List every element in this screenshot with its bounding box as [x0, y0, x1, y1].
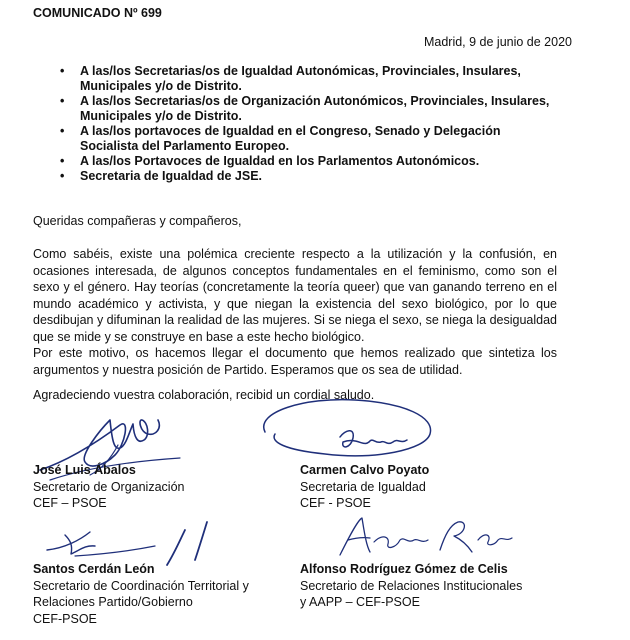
bullet-icon: •: [60, 124, 65, 138]
signatory-name: Carmen Calvo Poyato: [300, 463, 430, 477]
paragraph-1: Como sabéis, existe una polémica creciente respecto a la utilización y la confusión, en ocasiones interesada, de algunos conceptos fundamentales en el feminismo, como son el sexo y el género. Hay teorías (concretamente la teoría queer) que van ganando terreno en el mundo académico y activista, y que niegan la existencia del sexo biológico, por lo que desdibujan y difuminan la realidad de las mujeres. Si se niega el sexo, se niega la desigualdad que se mide y se construye en base a este hecho biológico.: [33, 247, 557, 344]
signatory-cerdan: [33, 561, 249, 627]
greeting: Queridas compañeras y compañeros,: [33, 214, 242, 228]
list-item: [60, 64, 560, 94]
bullet-icon: •: [60, 64, 65, 78]
recipient-list: [60, 64, 560, 184]
signatory-role-continued: Relaciones Partido/Gobierno: [33, 595, 193, 609]
signatory-org: CEF – PSOE: [33, 496, 107, 510]
bullet-icon: •: [60, 154, 65, 168]
signatory-role: Secretario de Coordinación Territorial y: [33, 578, 249, 593]
list-item: [60, 154, 560, 169]
signatory-role: Secretario de Relaciones Institucionales: [300, 578, 523, 593]
bullet-icon: •: [60, 169, 65, 183]
signatory-name: José Luis Ábalos: [33, 463, 136, 477]
signatory-rodriguez: [300, 561, 522, 611]
recipient-text: Secretaria de Igualdad de JSE.: [80, 169, 263, 183]
list-item: [60, 169, 560, 184]
recipient-text: A las/los portavoces de Igualdad en el Congreso, Senado y Delegación Socialista del Parlamento Europeo.: [80, 124, 501, 153]
paragraph-2: Por este motivo, os hacemos llegar el documento que hemos realizado que sintetiza los argumentos y nuestra posición de Partido. Esperamos que os sea de utilidad.: [33, 346, 557, 377]
signatory-role: Secretario de Organización: [33, 479, 185, 494]
signatory-org: CEF-PSOE: [33, 611, 97, 626]
communique-title: COMUNICADO Nº 699: [33, 6, 162, 20]
signatory-name: Alfonso Rodríguez Gómez de Celis: [300, 562, 508, 576]
signatory-org: CEF - PSOE: [300, 496, 371, 510]
recipient-text: A las/los Secretarias/os de Igualdad Autonómicas, Provinciales, Insulares, Municipales y/o de Distrito.: [80, 64, 521, 93]
signature-calvo: [245, 392, 445, 467]
list-item: [60, 124, 560, 154]
signatory-role: Secretaria de Igualdad: [300, 479, 426, 494]
recipient-text: A las/los Secretarias/os de Organización Autonómicos, Provinciales, Insulares, Municipales y/o de Distrito.: [80, 94, 550, 123]
document-date: Madrid, 9 de junio de 2020: [423, 35, 572, 49]
list-item: [60, 94, 560, 124]
bullet-icon: •: [60, 94, 65, 108]
recipient-text: A las/los Portavoces de Igualdad en los Parlamentos Autonómicos.: [80, 154, 480, 168]
closing-line: Agradeciendo vuestra colaboración, recibid un cordial saludo.: [33, 388, 375, 402]
signature-rodriguez: [300, 510, 520, 565]
signatory-role-continued: y AAPP – CEF-PSOE: [300, 595, 420, 609]
signatory-name: Santos Cerdán León: [33, 562, 155, 576]
signatory-abalos: [33, 462, 184, 512]
signatory-calvo: [300, 462, 429, 512]
